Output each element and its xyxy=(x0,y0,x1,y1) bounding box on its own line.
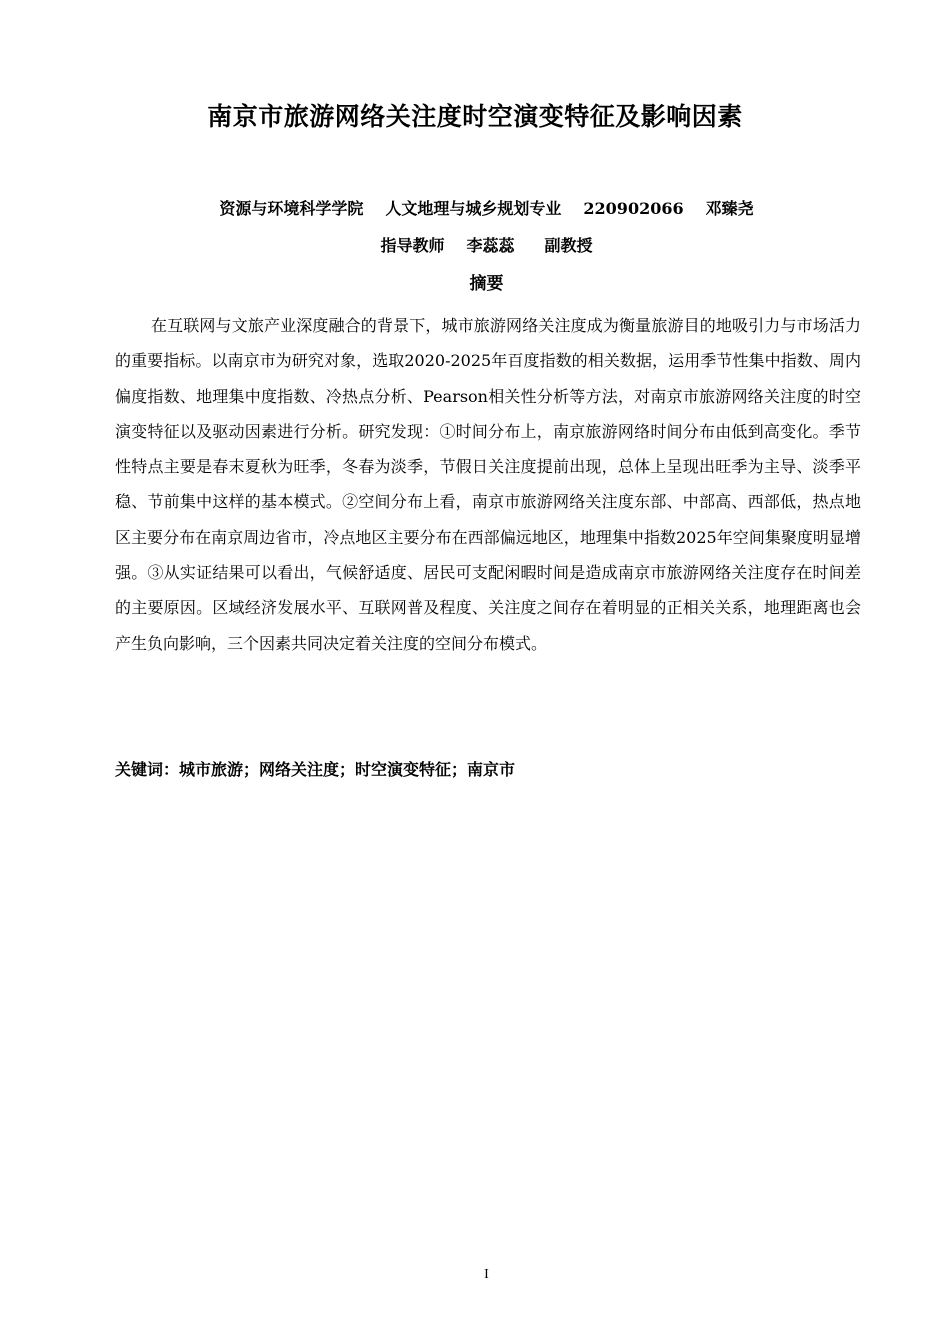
author-name: 邓臻尧 xyxy=(705,199,754,218)
page-number: I xyxy=(484,1267,489,1282)
abstract-body: 在互联网与文旅产业深度融合的背景下，城市旅游网络关注度成为衡量旅游目的地吸引力与市场活力的重要指标。以南京市为研究对象，选取2020-2025年百度指数的相关数据，运用季节性集中指数、周内偏度指数、地理集中度指数、冷热点分析、Pearson相关性分析等方法，对南京市旅游网络关注度的时空演变特征以及驱动因素进行分析。研究发现：①时间分布上，南京旅游网络时间分布由低到高变化。季节性特点主要是春末夏秋为旺季，冬春为淡季，节假日关注度提前出现，总体上呈现出旺季为主导、淡季平稳、节前集中这样的基本模式。②空间分布上看，南京市旅游网络关注度东部、中部高、西部低，热点地区主要分布在南京周边省市，冷点地区主要分布在西部偏远地区，地理集中指数2025年空间集聚度明显增强。③从实证结果可以看出，气候舒适度、居民可支配闲暇时间是造成南京市旅游网络关注度存在时间差的主要原因。区域经济发展水平、互联网普及程度、关注度之间存在着明显的正相关关系，地理距离也会产生负向影响，三个因素共同决定着关注度的空间分布模式。 xyxy=(115,316,861,653)
keywords: 关键词：城市旅游；网络关注度；时空演变特征；南京市 xyxy=(115,760,516,779)
abstract-heading: 摘要 xyxy=(469,274,504,294)
paper-title: 南京市旅游网络关注度时空演变特征及影响因素 xyxy=(207,102,743,131)
advisor-rank: 副教授 xyxy=(544,236,593,255)
author-major: 人文地理与城乡规划专业 xyxy=(385,199,562,218)
advisor-label: 指导教师 xyxy=(380,236,445,255)
advisor-name: 李蕊蕊 xyxy=(466,236,515,255)
author-info xyxy=(0,196,950,222)
author-student-id: 220902066 xyxy=(583,199,684,218)
author-school: 资源与环境科学学院 xyxy=(219,199,364,218)
advisor-info xyxy=(0,233,950,259)
